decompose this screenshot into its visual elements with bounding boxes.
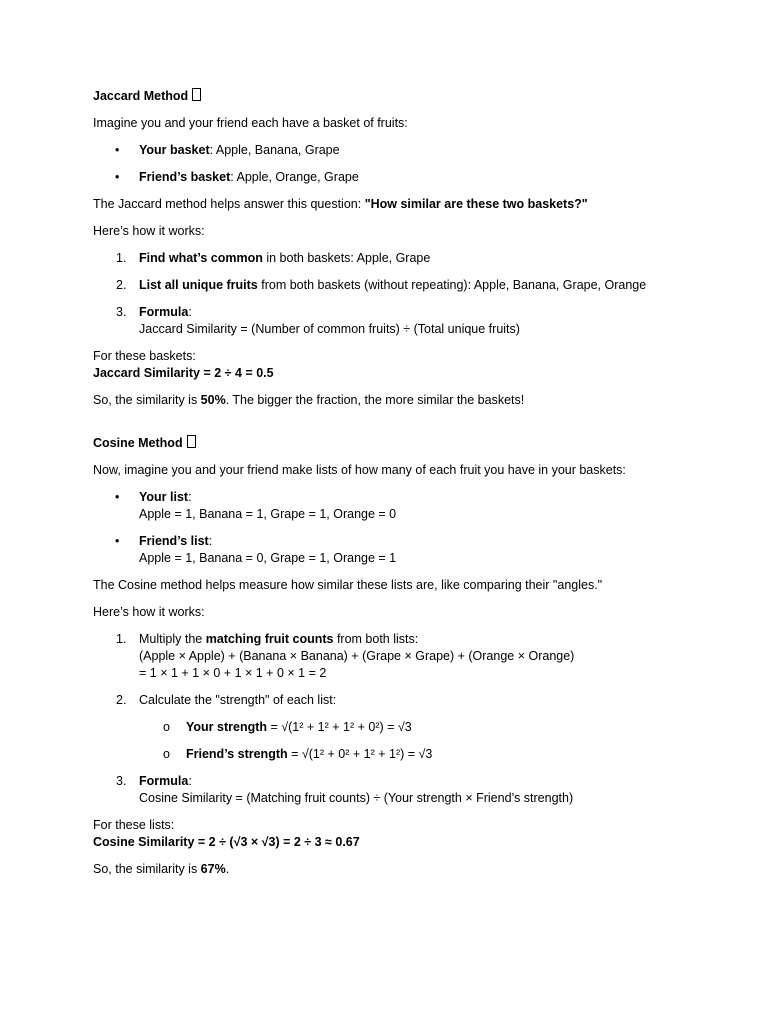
list-item: 3. Formula: Jaccard Similarity = (Number of common fruits) ÷ (Total unique fruits)	[116, 305, 520, 336]
cosine-result: Cosine Similarity = 2 ÷ (√3 × √3) = 2 ÷ 3 ≈ 0.67	[93, 835, 360, 849]
jaccard-steps	[93, 250, 733, 338]
cosine-how: Here’s how it works:	[93, 605, 205, 619]
jaccard-intro: Imagine you and your friend each have a basket of fruits:	[93, 116, 408, 130]
jaccard-conclusion: So, the similarity is 50%. The bigger the fraction, the more similar the baskets!	[93, 393, 525, 407]
document-content	[93, 88, 733, 888]
fruit-count-list	[93, 489, 733, 567]
list-item: o Your strength = √(1² + 1² + 1² + 0²) = √3	[139, 719, 733, 736]
list-item: o Friend’s strength = √(1² + 0² + 1² + 1²) = √3	[139, 746, 733, 763]
list-item: 1. Multiply the matching fruit counts from both lists: (Apple × Apple) + (Banana × Banana) + (Grape × Grape) + (Orange × Orange) = 1 × 1 + 1 × 0 + 1 × 1 + 0 × 1 = 2	[116, 632, 575, 680]
list-item: • Your list: Apple = 1, Banana = 1, Grape = 1, Orange = 0	[93, 489, 733, 523]
list-item: 2. Calculate the "strength" of each list: o Your strength = √(1² + 1² + 1² + 0²) = √3 o Friend’s strength = √(1² + 0² + 1² + 1²) = √3	[93, 692, 733, 763]
list-item: • Friend’s basket: Apple, Orange, Grape	[93, 169, 733, 186]
cosine-steps	[93, 631, 733, 807]
list-item: 2. List all unique fruits from both baskets (without repeating): Apple, Banana, Grape, Orange	[116, 278, 647, 292]
strength-list	[139, 719, 733, 763]
missing-glyph-icon	[192, 88, 201, 101]
jaccard-result: Jaccard Similarity = 2 ÷ 4 = 0.5	[93, 366, 274, 380]
jaccard-question: The Jaccard method helps answer this question: "How similar are these two baskets?"	[93, 197, 588, 211]
jaccard-how: Here’s how it works:	[93, 224, 205, 238]
basket-list	[93, 142, 733, 186]
cosine-conclusion: So, the similarity is 67%.	[93, 862, 230, 876]
jaccard-for-these: For these baskets:	[93, 349, 196, 363]
cosine-intro: Now, imagine you and your friend make lists of how many of each fruit you have in your baskets:	[93, 463, 626, 477]
missing-glyph-icon	[187, 435, 196, 448]
list-item: • Your basket: Apple, Banana, Grape	[93, 142, 733, 159]
list-item: 1. Find what’s common in both baskets: Apple, Grape	[116, 251, 431, 265]
cosine-for-these: For these lists:	[93, 818, 175, 832]
list-item: • Friend’s list: Apple = 1, Banana = 0, Grape = 1, Orange = 1	[93, 533, 733, 567]
cosine-heading: Cosine Method	[93, 435, 733, 452]
cosine-description: The Cosine method helps measure how similar these lists are, like comparing their "angles."	[93, 578, 603, 592]
jaccard-heading: Jaccard Method	[93, 88, 733, 105]
list-item: 3. Formula: Cosine Similarity = (Matching fruit counts) ÷ (Your strength × Friend’s strength)	[116, 774, 574, 805]
